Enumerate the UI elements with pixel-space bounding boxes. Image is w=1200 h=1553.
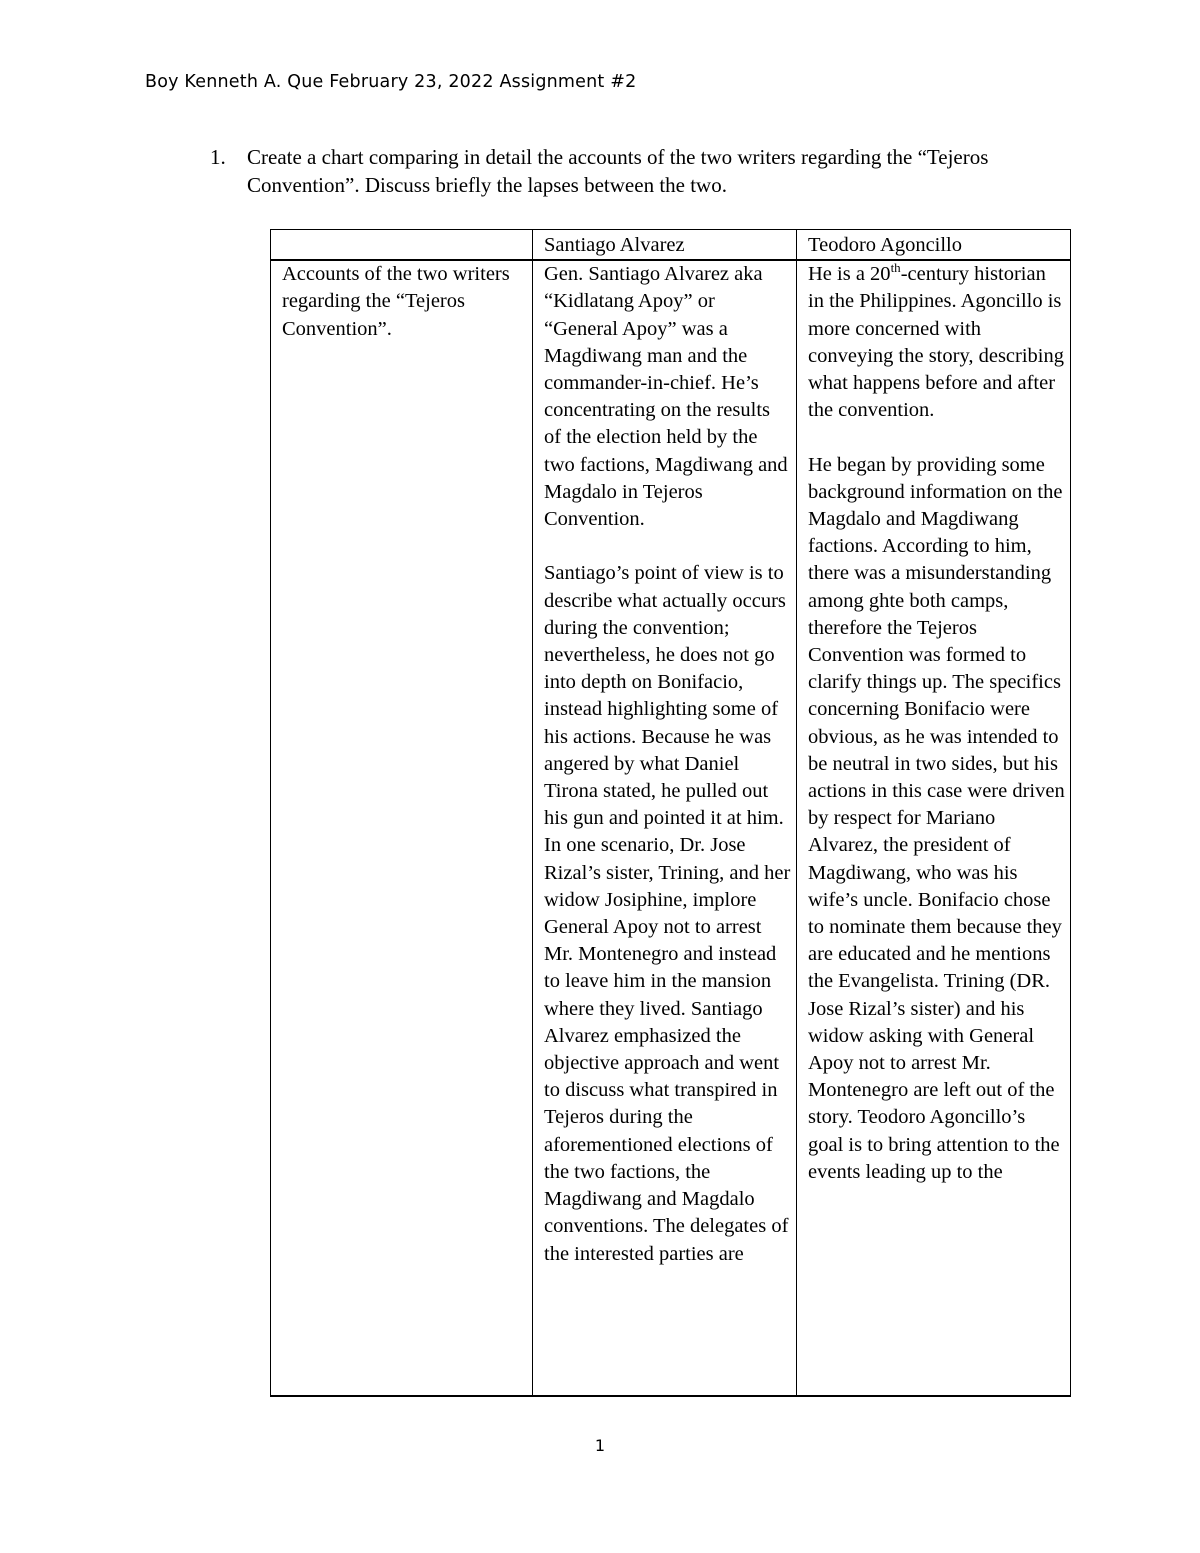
table-row bbox=[271, 260, 1071, 1396]
header-cell-empty bbox=[271, 230, 533, 261]
comparison-table bbox=[270, 229, 1071, 1397]
row-label: Accounts of the two writers regarding the “Tejeros Convention”. bbox=[282, 263, 510, 340]
agoncillo-p1-start: He is a 20 bbox=[808, 263, 891, 286]
document-header: Boy Kenneth A. Que February 23, 2022 Assignment #2 bbox=[145, 72, 637, 92]
agoncillo-p1-sup: th bbox=[890, 260, 901, 276]
row-label-cell bbox=[271, 260, 533, 1396]
alvarez-cell bbox=[533, 260, 797, 1396]
agoncillo-paragraph-1 bbox=[808, 261, 1065, 424]
agoncillo-cell bbox=[797, 260, 1071, 1396]
table-header-row bbox=[271, 230, 1071, 261]
question-text: Create a chart comparing in detail the accounts of the two writers regarding the “Tejeros Convention”. Discuss briefly the lapses between the two. bbox=[247, 145, 989, 197]
header-cell-alvarez: Santiago Alvarez bbox=[533, 230, 797, 261]
header-cell-agoncillo: Teodoro Agoncillo bbox=[797, 230, 1071, 261]
agoncillo-p1-end: -century historian in the Philippines. Agoncillo is more concerned with conveying the story, describing what happens before and after the convention. bbox=[808, 263, 1064, 422]
alvarez-paragraph-2: Santiago’s point of view is to describe what actually occurs during the convention; nevertheless, he does not go into depth on Bonifacio, instead highlighting some of his actions. Because he was angered by what Daniel Tirona stated, he pulled out his gun and pointed it at him. In one scenario, Dr. Jose Rizal’s sister, Trining, and her widow Josiphine, implore General Apoy not to arrest Mr. Montenegro and instead to leave him in the mansion where they lived. Santiago Alvarez emphasized the objective approach and went to discuss what transpired in Tejeros during the aforementioned elections of the two factions, the Magdiwang and Magdalo conventions. The delegates of the interested parties are bbox=[544, 562, 791, 1265]
question-number: 1. bbox=[210, 145, 226, 169]
alvarez-paragraph-1: Gen. Santiago Alvarez aka “Kidlatang Apoy” or “General Apoy” was a Magdiwang man and the commander-in-chief. He’s concentrating on the results of the election held by the two factions, Magdiwang and Magdalo in Tejeros Convention. bbox=[544, 263, 788, 531]
agoncillo-paragraph-2: He began by providing some background information on the Magdalo and Magdiwang factions. According to him, there was a misunderstanding among ghte both camps, therefore the Tejeros Convention was formed to clarify things up. The specifics concerning Bonifacio were obvious, as he was intended to be neutral in two sides, but his actions in this case were driven by respect for Mariano Alvarez, the president of Magdiwang, who was his wife’s uncle. Bonifacio chose to nominate them because they are educated and he mentions the Evangelista. Trining (DR. Jose Rizal’s sister) and his widow asking with General Apoy not to arrest Mr. Montenegro are left out of the story. Teodoro Agoncillo’s goal is to bring attention to the events leading up to the bbox=[808, 453, 1065, 1183]
question-1 bbox=[210, 143, 1090, 199]
page-number: 1 bbox=[594, 1436, 606, 1455]
